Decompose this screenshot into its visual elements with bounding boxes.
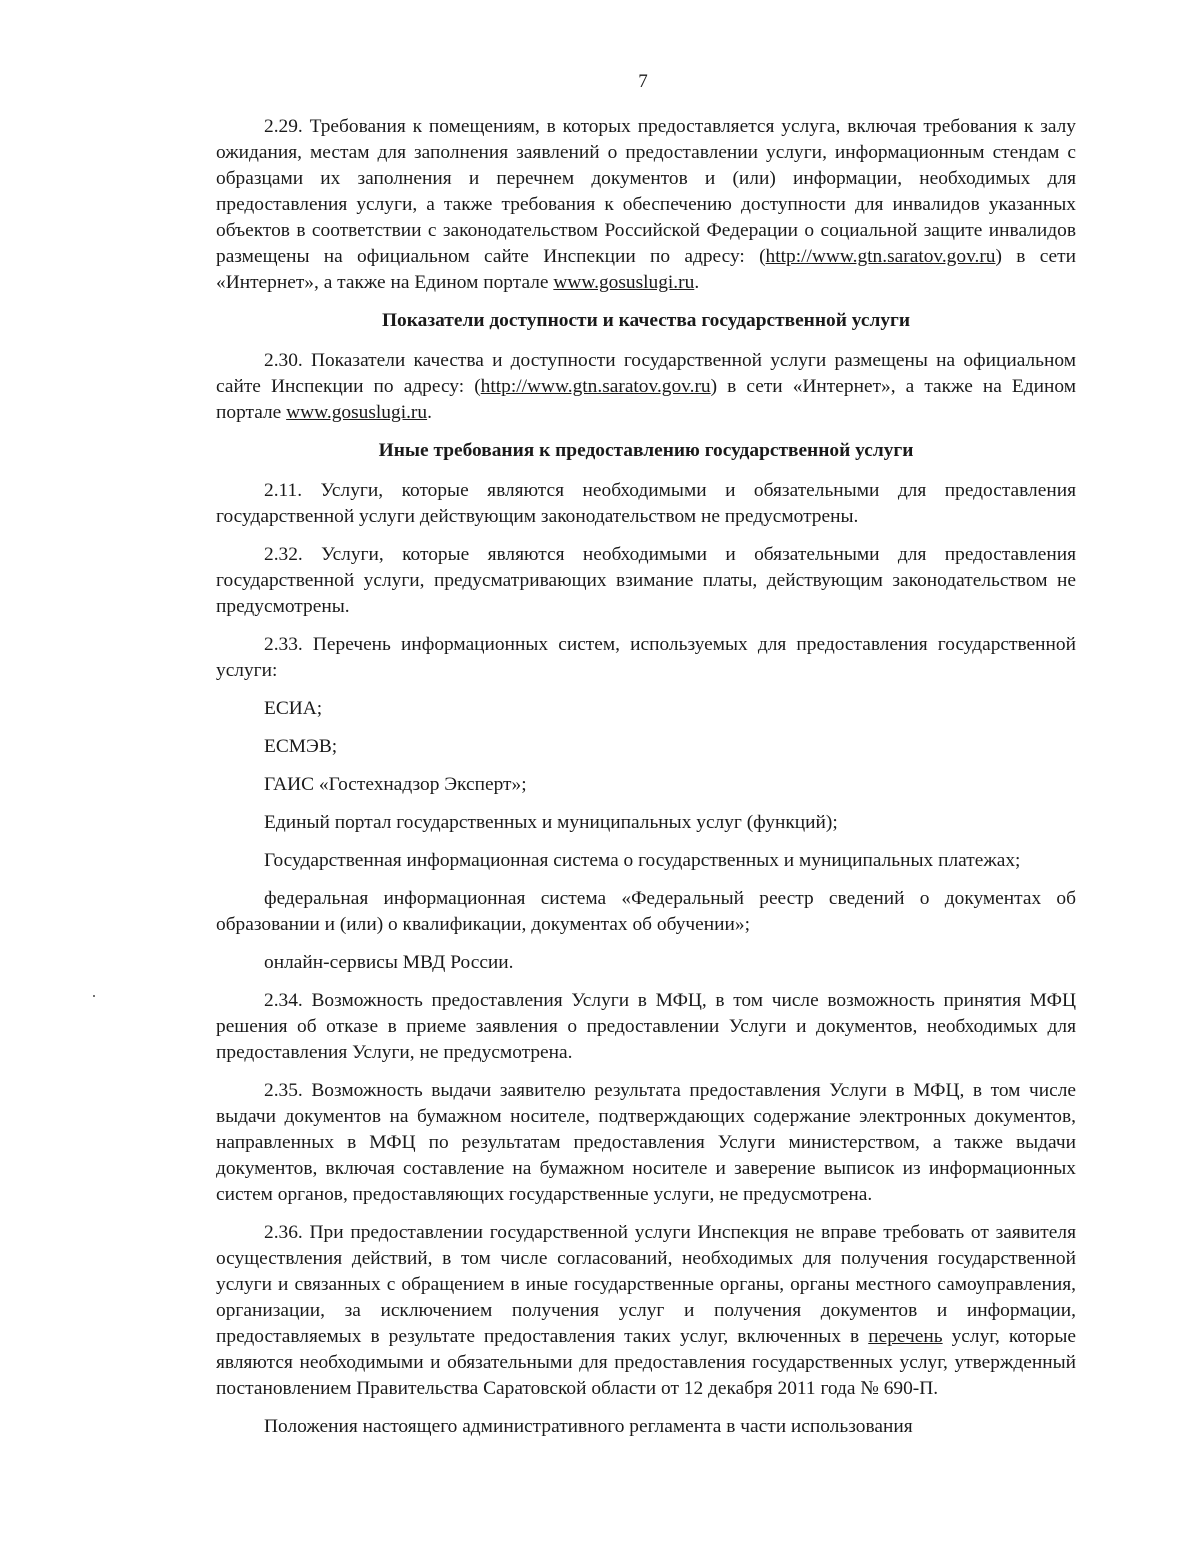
scan-speck — [93, 995, 95, 997]
paragraph-provisions: Положения настоящего административного регламента в части использования — [264, 1416, 913, 1437]
list-item: онлайн-сервисы МВД России. — [264, 952, 514, 973]
gtn-link[interactable]: http://www.gtn.saratov.gov.ru — [765, 246, 996, 267]
paragraph-2-29: 2.29. Требования к помещениям, в которых предоставляется услуга, включая требования к залу ожидания, местам для заполнения заявлений о предоставлении услуги, информационным стендам с образцами их заполнения и перечнем документов и (или) информации, необходимых для предоставления услуги, а также требования к обеспечению доступности для инвалидов указанных объектов в соответствии с законодательством Российской Федерации о социальной защите инвалидов размещены на официальном сайте Инспекции по адресу: (http://www.gtn.saratov.gov.ru) в сети «Интернет», а также на Едином портале www.gosuslugi.ru. — [216, 116, 1076, 293]
paragraph-2-34: 2.34. Возможность предоставления Услуги в МФЦ, в том числе возможность принятия МФЦ решения об отказе в приеме заявления о предоставлении Услуги и документов, необходимых для предоставления Услуги, не предусмотрена. — [216, 990, 1076, 1063]
paragraph-2-36: 2.36. При предоставлении государственной услуги Инспекция не вправе требовать от заявителя осуществления действий, в том числе согласований, необходимых для получения государственной услуги и связанных с обращением в иные государственные органы, органы местного самоуправления, организации, за исключением получения услуг и получения документов и информации, предоставляемых в результате предоставления таких услуг, включенных в перечень услуг, которые являются необходимыми и обязательными для предоставления государственных услуг, утвержденный постановлением Правительства Саратовской области от 12 декабря 2011 года № 690-П. — [216, 1222, 1076, 1399]
paragraph-2-32: 2.32. Услуги, которые являются необходимыми и обязательными для предоставления государственной услуги, предусматривающих взимание платы, действующим законодательством не предусмотрены. — [216, 544, 1076, 617]
gtn-link[interactable]: http://www.gtn.saratov.gov.ru — [480, 376, 711, 397]
list-item: ЕСМЭВ; — [264, 736, 338, 757]
page-number: 7 — [638, 71, 648, 92]
list-item: Государственная информационная система о государственных и муниципальных платежах; — [264, 850, 1021, 871]
gosuslugi-link[interactable]: www.gosuslugi.ru — [286, 402, 428, 423]
paragraph-2-11: 2.11. Услуги, которые являются необходимыми и обязательными для предоставления государственной услуги действующим законодательством не предусмотрены. — [216, 480, 1076, 527]
paragraph-2-30: 2.30. Показатели качества и доступности государственной услуги размещены на официальном сайте Инспекции по адресу: (http://www.gtn.saratov.gov.ru) в сети «Интернет», а также на Едином портале www.gosuslugi.ru. — [216, 350, 1076, 423]
document-body — [216, 114, 1076, 1452]
list-item: ЕСИА; — [264, 698, 323, 719]
section-heading-quality: Показатели доступности и качества государственной услуги — [381, 310, 911, 331]
list-item: ГАИС «Гостехнадзор Эксперт»; — [264, 774, 527, 795]
section-heading-other-requirements: Иные требования к предоставлению государственной услуги — [378, 440, 914, 461]
services-list-link[interactable]: перечень — [868, 1326, 943, 1347]
paragraph-2-35: 2.35. Возможность выдачи заявителю результата предоставления Услуги в МФЦ, в том числе выдачи документов на бумажном носителе, подтверждающих содержание электронных документов, направленных в МФЦ по результатам предоставления Услуги министерством, а также выдачи документов, включая составление на бумажном носителе и заверение выписок из информационных систем органов, предоставляющих государственные услуги, не предусмотрена. — [216, 1080, 1076, 1205]
gosuslugi-link[interactable]: www.gosuslugi.ru — [553, 272, 695, 293]
list-item: федеральная информационная система «Федеральный реестр сведений о документах об образовании и (или) о квалификации, документах об обучении»; — [216, 888, 1076, 935]
list-item: Единый портал государственных и муниципальных услуг (функций); — [264, 812, 838, 833]
paragraph-2-33: 2.33. Перечень информационных систем, используемых для предоставления государственной услуги: — [216, 634, 1076, 681]
